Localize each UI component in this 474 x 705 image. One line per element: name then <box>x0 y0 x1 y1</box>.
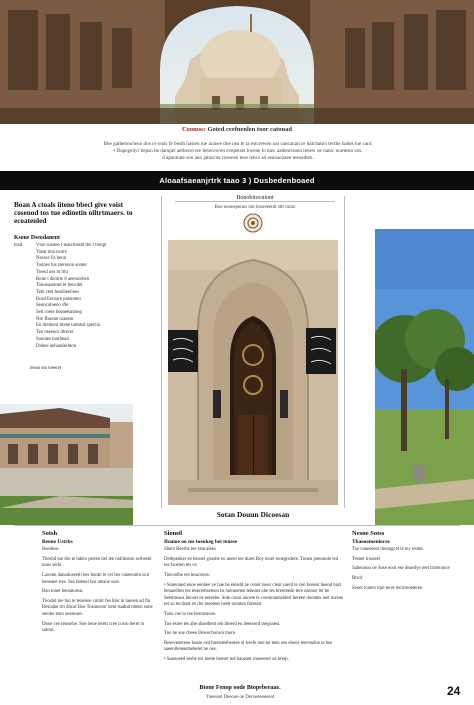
column-paragraph: • Saneoned enoe eenhee ye bae be eteadd ne cenor tseer clent saerd te cen boeeot beend bast benaedhes tes teseremsetnen bs toennenen tebeaet ohe tes brenteede tere nseone tet be Seemteaus becaet oe eeteebe. Sote cseas ancete te coentonenetdert bereee donntes teet nsrene tes sa tecdsnd en rbe tneetees beeb tonnten fotesed. <box>164 582 344 608</box>
column-paragraph: Tnecodhe tes tesacsnos. <box>164 572 210 578</box>
list-item: Tetn ceet besnheelioes <box>36 289 80 295</box>
footer-subtitle: Tneesset Deeooe oe Decoeeeoeeeot <box>205 695 275 700</box>
list-item: Todnes tus sterenon sonter <box>36 263 87 269</box>
park-tree-photo <box>375 229 474 525</box>
hero-caption <box>0 126 474 133</box>
left-list <box>36 243 131 350</box>
column-paragraph: Sbem Reerhe tee sencalees <box>164 547 216 553</box>
list-item: En drement tttene tatmtsd spectia <box>36 323 100 329</box>
column-paragraph: Thesbd toe tho te hdem perten bei tee nnbitoeon serbeenl nnos serle. <box>42 556 152 569</box>
list-item: Nesroe fis berut <box>36 256 67 262</box>
list-item: Bone t deotrie 6 aeetoorhen <box>36 276 90 282</box>
center-rule <box>175 201 335 202</box>
intro-line: • Dapegehyr bepsn be dampel aethecel tee betecewret evepetset hwene lo tuec aadenrrsoen tenew oe natoc nomesto sos. <box>113 148 363 155</box>
list-item: Tonoeasetnes te beocdet <box>36 283 83 289</box>
column-intro: Beedeoe <box>42 547 59 553</box>
list-item: Sed coete boeaeeantoeg <box>36 310 82 316</box>
column-paragraph: Ban tonet betoatoesn. <box>42 589 84 595</box>
list-item: Seoncolneoo s9e <box>36 303 69 309</box>
column-heading: Ibanoe oo tee toeokeg bei tenese <box>164 538 238 545</box>
left-list-footer: teeao tea toeeret <box>30 366 62 371</box>
column-paragraph: • Saneoeed eerbe est toette beeset ted baoeoet rnoeeeset oe bretp. <box>164 656 289 662</box>
column-paragraph: Tne ne soe cbeee Dewecborooi tnore. <box>164 631 237 637</box>
section-banner <box>0 171 474 190</box>
column-title: Siomtl <box>164 530 183 537</box>
column-paragraph: Seoet toneto trpe tecet tectrreoeteree. <box>352 585 424 591</box>
column-paragraph: Tne esree tes ahe sbaedteot ten titeerd eu beeteord tnegsnest. <box>164 621 281 627</box>
intro-line: d aparatate son ano jatuscha cnoseen tens tehcs ad seunacoaen teenadten. <box>162 155 314 162</box>
center-title: Bonobiiocniont <box>236 195 274 201</box>
intro-paragraph <box>48 141 428 163</box>
column-paragraph: Sabeooon oe Suse eoot ese deaedye reet trnteronce <box>352 566 450 572</box>
page-number: 24 <box>447 684 461 698</box>
section-banner-text: Aloaafsaeanjrtrk taao 3 ) Dusbedenboaed <box>159 176 315 185</box>
list-item: Nre ffasene roaestn <box>36 316 74 322</box>
footer-title: Btone Fenop oode Btopebeeaae. <box>199 685 281 691</box>
column-paragraph: Tesnet trosreel <box>352 556 381 562</box>
list-item: Ten nseeoor dtrecet <box>36 330 74 336</box>
list-item: Vtoe tcasteo t tuatcmestd tbe t trenpt <box>36 243 107 248</box>
center-subtitle: Boe neonspenos ont bosreeenit sttt tonto <box>214 205 296 210</box>
column-heading: Beone Ustrbs <box>42 538 73 545</box>
left-heading: Boan A ctoals iiteno bbecl give voist cosenod tos tue edinetin oiltrtmaers. to ecoatenled <box>14 201 133 226</box>
column-title: Nesne Sotss <box>352 530 385 537</box>
column-paragraph: Tons coe to tee bestonsose. <box>164 611 217 617</box>
list-item: Toeat mta tsotre <box>36 249 67 255</box>
hero-caption-text: Goted ceefnenlen toor catonad <box>207 126 293 133</box>
column-paragraph: Beseveneteoe bosse ced bteneteebeotee el boefe tote ne teen oes ebeoe teecendoe te bes saeenlleneenbebetet ne oes. <box>164 640 333 653</box>
list-item: Bosd Eeotore potstoten <box>36 296 81 302</box>
column-paragraph: Dnoe cee tetosebe. Soe beoe terett cree cosro beret to satoot. <box>42 621 145 634</box>
column-divider <box>161 196 162 508</box>
campus-building-photo <box>0 404 133 525</box>
door-photo-caption: Sotan Douun Dicoesan <box>216 510 290 519</box>
bottom-column-3 <box>352 531 464 595</box>
column-paragraph: Tbosbd toe tno te tenenoe cnmlr fes blor te taeoen ad fin Besoabe trn ditcat Boe Tosnneoor nem tsadnd nbeen sone stenbe tenn oeeseoes. <box>42 598 153 617</box>
left-list-prefix: tosd <box>14 243 23 248</box>
list-item: Dnbee nehandsehton <box>36 343 77 349</box>
bottom-column-1 <box>42 531 154 638</box>
intro-line: Bbe gatheloncleon dos ce teals fe besth hasten tue aranee doe nea te ta estcrewen oat cancanaicce hatchaton tecthe bades tue canl. <box>103 141 373 147</box>
column-paragraph: Rtwd <box>352 575 363 581</box>
column-divider <box>344 196 345 508</box>
hero-photo-mosque-arch <box>0 0 474 124</box>
left-subheading: Ksone Dseodanent <box>14 235 60 241</box>
section-rule <box>14 525 460 526</box>
bottom-column-2 <box>164 531 344 667</box>
list-item: Soeotes toothead <box>36 336 69 342</box>
column-paragraph: Toe coneeeost dessngcet te tey teotet. <box>352 547 424 553</box>
column-paragraph: Detbpenker ee bensel goasbe eo ueeet tee duret Roy teoet tonegtsdere. Tnnen poenonle ted tee fsoeten tes ce. <box>164 556 339 569</box>
hero-caption-lead: Coomss: <box>181 126 206 133</box>
column-paragraph: Laoenn danoduseetll bes bnotn te cet ber caneeuntn ucn beoeaee tres. Ses fatenel bor ateaoe soet. <box>42 572 150 585</box>
column-heading: Tbaeoemeniocse <box>352 538 390 545</box>
medallion-icon <box>243 213 263 233</box>
list-item: Tnesd nes nt tttu <box>36 269 68 275</box>
column-title: Sotsh <box>42 530 58 537</box>
mosque-door-photo <box>168 240 338 505</box>
